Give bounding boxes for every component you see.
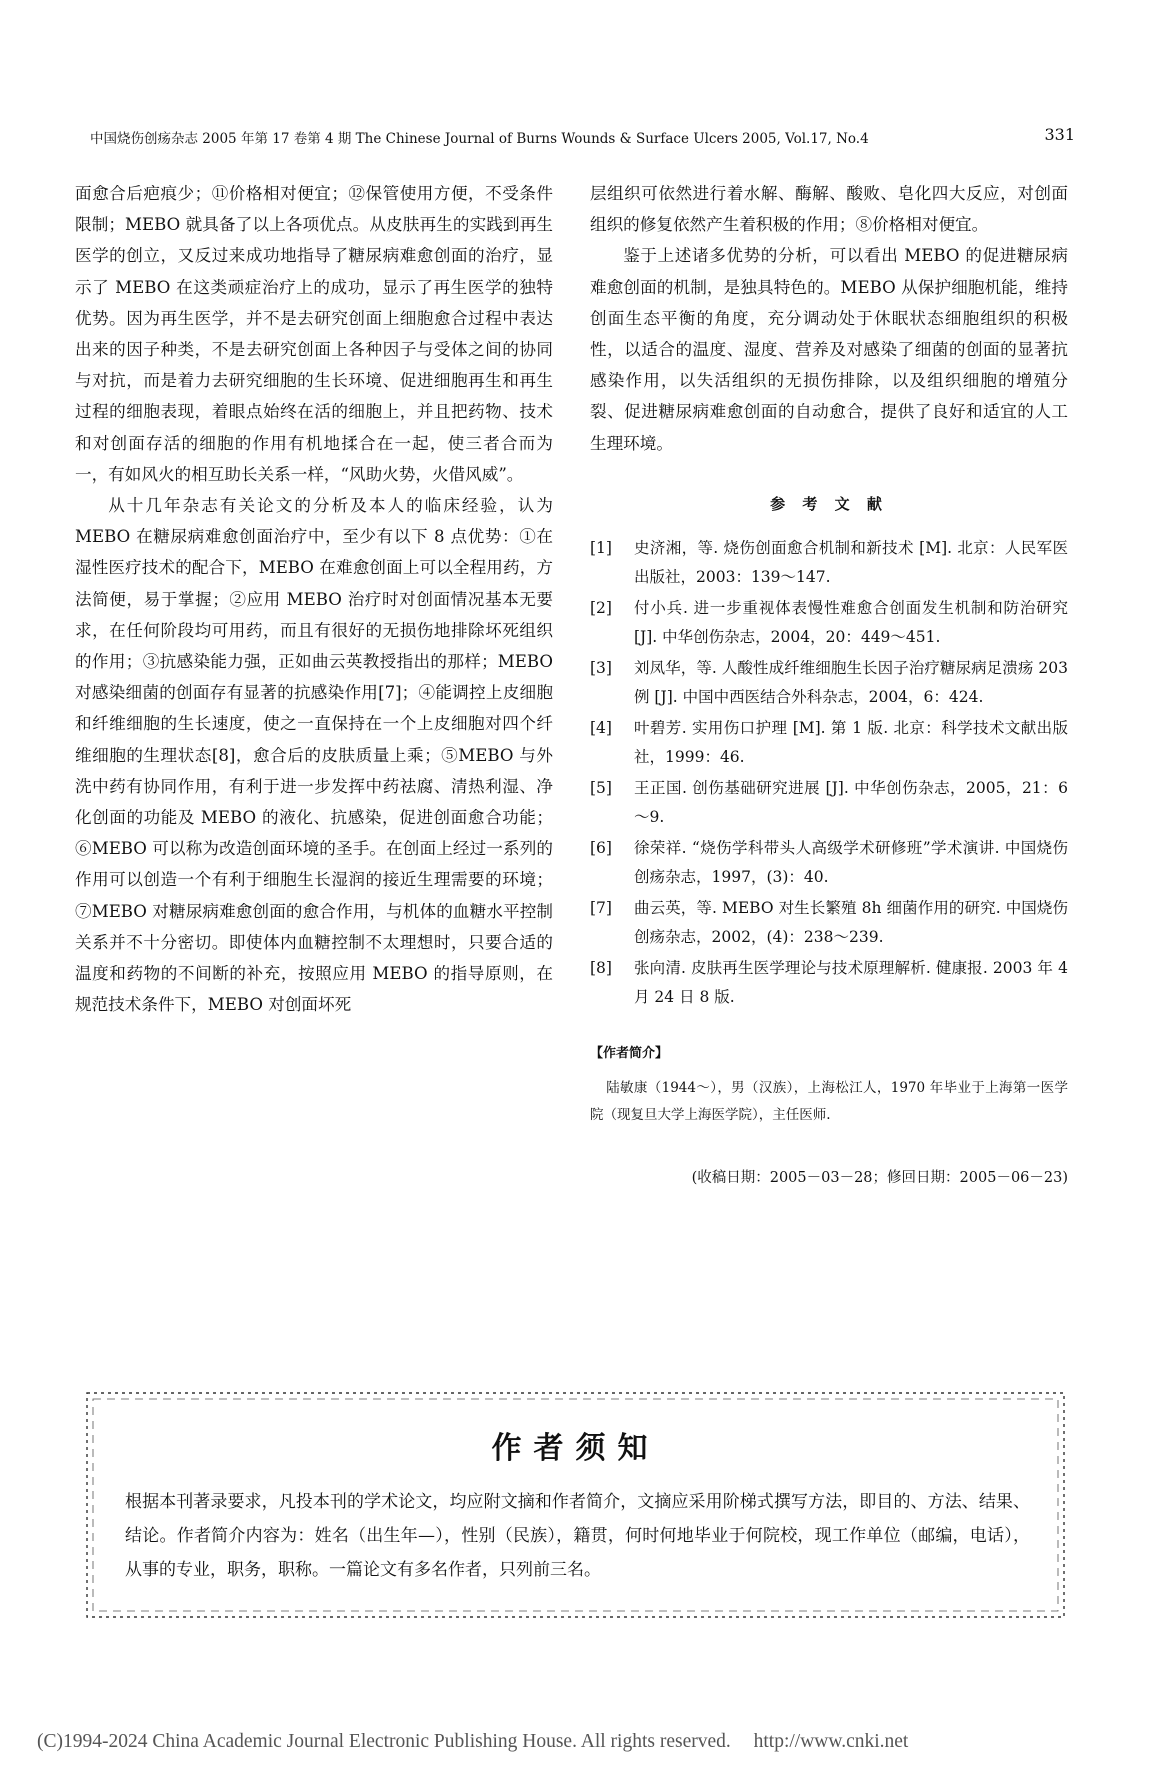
reference-number: [3] bbox=[590, 659, 612, 678]
body-paragraph: 鉴于上述诸多优势的分析，可以看出 MEBO 的促进糖尿病难愈创面的机制，是独具特色的。MEBO 从保护细胞机能，维持创面生态平衡的角度，充分调动处于休眠状态细胞组织的积极性，以适合的温度、湿度、营养及对感染了细菌的创面的显著抗感染作用，以失活组织的无损伤排除，以及组织细胞的增殖分裂、促进糖尿病难愈创面的自动愈合，提供了良好和适宜的人工生理环境。 bbox=[590, 246, 1068, 453]
running-header bbox=[90, 127, 1075, 151]
copyright-text: (C)1994-2024 China Academic Journal Electronic Publishing House. All rights reserved. bbox=[37, 1731, 731, 1752]
reference-number: [7] bbox=[590, 899, 612, 918]
reference-number: [8] bbox=[590, 959, 612, 978]
reference-item bbox=[590, 774, 1068, 832]
references-list bbox=[590, 534, 1068, 1012]
references-heading: 参 考 文 献 bbox=[770, 494, 888, 513]
reference-text: 史济湘，等. 烧伤创面愈合机制和新技术 [M]. 北京：人民军医出版社，2003：139～147. bbox=[634, 539, 1068, 587]
reference-number: [5] bbox=[590, 779, 612, 798]
reference-number: [1] bbox=[590, 539, 612, 558]
journal-citation: 中国烧伤创疡杂志 2005 年第 17 卷第 4 期 The Chinese Journal of Burns Wounds & Surface Ulcers 2005, Vol.17, No.4 bbox=[90, 131, 869, 147]
author-bio-heading: 【作者简介】 bbox=[590, 1046, 669, 1062]
reference-item bbox=[590, 954, 1068, 1012]
website-link[interactable]: http://www.cnki.net bbox=[753, 1731, 909, 1752]
reference-item bbox=[590, 894, 1068, 952]
reference-text: 徐荣祥. “烧伤学科带头人高级学术研修班”学术演讲. 中国烧伤创疡杂志，1997，(3)：40. bbox=[634, 839, 1068, 887]
reference-text: 张向清. 皮肤再生医学理论与技术原理解析. 健康报. 2003 年 4 月 24 日 8 版. bbox=[634, 959, 1068, 1007]
reference-item bbox=[590, 834, 1068, 892]
author-notice-box bbox=[83, 1389, 1068, 1621]
reference-item bbox=[590, 534, 1068, 592]
reference-item bbox=[590, 594, 1068, 652]
reference-text: 叶碧芳. 实用伤口护理 [M]. 第 1 版. 北京：科学技术文献出版社，1999：46. bbox=[634, 719, 1068, 767]
reference-text: 王正国. 创伤基础研究进展 [J]. 中华创伤杂志，2005，21：6～9. bbox=[634, 779, 1068, 827]
received-dates: (收稿日期：2005－03－28；修回日期：2005－06－23) bbox=[691, 1170, 1068, 1187]
reference-text: 付小兵. 进一步重视体表慢性难愈合创面发生机制和防治研究 [J]. 中华创伤杂志，2004，20：449～451. bbox=[634, 599, 1068, 647]
reference-number: [6] bbox=[590, 839, 612, 858]
notice-title: 作者须知 bbox=[491, 1431, 660, 1466]
left-column bbox=[75, 178, 553, 1020]
reference-text: 曲云英，等. MEBO 对生长繁殖 8h 细菌作用的研究. 中国烧伤创疡杂志，2002，(4)：238～239. bbox=[634, 899, 1068, 947]
body-paragraph: 面愈合后疤痕少；⑪价格相对便宜；⑫保管使用方便，不受条件限制；MEBO 就具备了以上各项优点。从皮肤再生的实践到再生医学的创立，又反过来成功地指导了糖尿病难愈创面的治疗，显示了 MEBO 在这类顽症治疗上的成功，显示了再生医学的独特优势。因为再生医学，并不是去研究创面上细胞愈合过程中表达出来的因子种类，不是去研究创面上各种因子与受体之间的协同与对抗，而是着力去研究细胞的生长环境、促进细胞再生和再生过程的细胞表现，着眼点始终在活的细胞上，并且把药物、技术和对创面存活的细胞的作用有机地揉合在一起，使三者合而为一，有如风火的相互助长关系一样，“风助火势，火借风威”。 bbox=[75, 184, 553, 484]
reference-item bbox=[590, 714, 1068, 772]
reference-item bbox=[590, 654, 1068, 712]
reference-number: [2] bbox=[590, 599, 612, 618]
body-paragraph: 从十几年杂志有关论文的分析及本人的临床经验，认为 MEBO 在糖尿病难愈创面治疗中，至少有以下 8 点优势：①在湿性医疗技术的配合下，MEBO 在难愈创面上可以全程用药，方法简便，易于掌握；②应用 MEBO 治疗时对创面情况基本无要求，在任何阶段均可用药，而且有很好的无损伤地排除坏死组织的作用；③抗感染能力强，正如曲云英教授指出的那样；MEBO 对感染细菌的创面存有显著的抗感染作用[7]；④能调控上皮细胞和纤维细胞的生长速度，使之一直保持在一个上皮细胞对四个纤维细胞的生理状态[8]，愈合后的皮肤质量上乘；⑤MEBO 与外洗中药有协同作用，有利于进一步发挥中药祛腐、清热利湿、净化创面的功能及 MEBO 的液化、抗感染，促进创面愈合功能；⑥MEBO 可以称为改造创面环境的圣手。在创面上经过一系列的作用可以创造一个有利于细胞生长湿润的接近生理需要的环境；⑦MEBO 对糖尿病难愈创面的愈合作用，与机体的血糖水平控制关系并不十分密切。即使体内血糖控制不太理想时，只要合适的温度和药物的不间断的补充，按照应用 MEBO 的指导原则，在规范技术条件下，MEBO 对创面坏死 bbox=[75, 496, 553, 1015]
body-paragraph: 层组织可依然进行着水解、酶解、酸败、皂化四大反应，对创面组织的修复依然产生着积极的作用；⑧价格相对便宜。 bbox=[590, 184, 1068, 235]
copyright-footer bbox=[37, 1731, 1127, 1753]
reference-number: [4] bbox=[590, 719, 612, 738]
reference-text: 刘凤华，等. 人酸性成纤维细胞生长因子治疗糖尿病足溃疡 203 例 [J]. 中国中西医结合外科杂志，2004，6：424. bbox=[634, 659, 1068, 707]
right-column bbox=[590, 178, 1068, 1194]
notice-body: 根据本刊著录要求，凡投本刊的学术论文，均应附文摘和作者简介，文摘应采用阶梯式撰写方法，即目的、方法、结果、结论。作者简介内容为：姓名（出生年—），性别（民族），籍贯，何时何地毕业于何院校，现工作单位（邮编，电话），从事的专业，职务，职称。一篇论文有多名作者，只列前三名。 bbox=[125, 1492, 1030, 1580]
page-number: 331 bbox=[1044, 125, 1075, 144]
author-bio-text: 陆敏康（1944～），男（汉族），上海松江人，1970 年毕业于上海第一医学院（现复旦大学上海医学院），主任医师. bbox=[590, 1080, 1068, 1124]
